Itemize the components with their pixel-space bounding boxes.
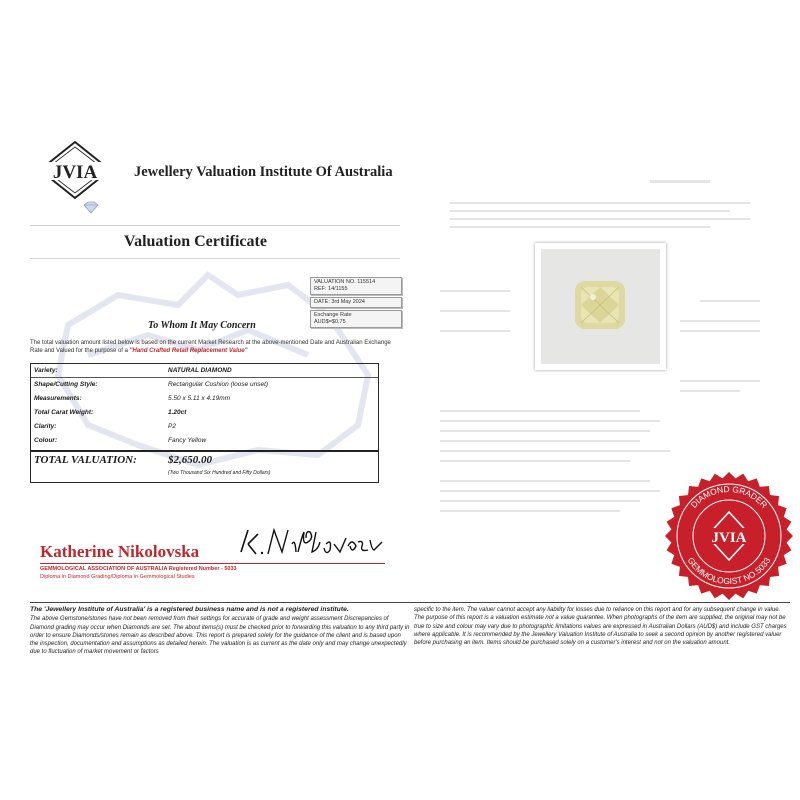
exchange-label: Exchange Rate — [314, 312, 352, 318]
logo-lettering: JVIA — [52, 162, 98, 183]
handwritten-signature — [236, 522, 386, 562]
valuation-date: DATE: 3rd May 2024 — [314, 299, 365, 305]
row-value: Fancy Yellow — [168, 437, 207, 444]
footer-heading: The 'Jewellery Institute of Australia' is a registered business name and is not a registered institute. — [30, 606, 349, 613]
certificate-title: Valuation Certificate — [124, 233, 267, 250]
seal-center-text: JVIA — [711, 530, 747, 546]
row-label: Colour: — [34, 437, 58, 444]
row-label: Variety: — [34, 367, 58, 374]
intro-paragraph — [30, 339, 402, 355]
row-label: Total Carat Weight: — [34, 409, 94, 416]
total-divider — [31, 450, 378, 452]
row-value: NATURAL DIAMOND — [168, 367, 232, 374]
seal-bottom-text: GEMMOLOGIST NO.5033 — [685, 555, 773, 587]
jvia-logo — [30, 140, 120, 220]
org-name: Jewellery Valuation Institute Of Australia — [134, 164, 393, 180]
footer-left — [30, 606, 410, 657]
signature-rule — [40, 563, 385, 564]
intro-highlight: "Hand Crafted Retail Replacement Value" — [129, 348, 248, 354]
credential-registration: GEMMOLOGICAL ASSOCIATION OF AUSTRALIA Registered Number - 5033 — [40, 566, 237, 572]
row-value: P2 — [168, 423, 176, 430]
ref-number: REF: 14/1155 — [314, 286, 348, 292]
details-table — [30, 363, 379, 483]
diamond-photo — [541, 249, 660, 364]
salutation: To Whom It May Concern — [148, 320, 256, 331]
footer-divider — [30, 602, 790, 603]
total-label: TOTAL VALUATION: — [34, 454, 137, 466]
row-value: Rectangular Cushion (loose unset) — [168, 381, 269, 388]
exchange-value: AUD$=$0.75 — [314, 319, 346, 325]
valuation-number: VALUATION NO. 115514 — [314, 279, 376, 285]
row-label: Clarity: — [34, 423, 57, 430]
footer-right-text: specific to the item. The valuer cannot accept any liability for losses due to reliance on this report and for any subsequent change in value. The purpose of this report is a valuation estimate not a value guarantee. When photographs of the item are supplied, the original may not be true to size and colour may vary due to photographic limitations values are expressed in Australian Dollars (AUD$) and include GST charges where applicable. It is recommended by the Jewellery Valuation Institute of Australia to seek a second opinion by another registered valuer before purchasing an item. Items should be purchased solely on a customer's interest and not on the valuation amount. — [414, 607, 787, 647]
row-value: 1.20ct — [168, 409, 187, 416]
date-cell — [310, 297, 402, 308]
diamond-grader-seal — [663, 470, 795, 602]
row-value: 5.50 x 5.11 x 4.19mm — [168, 395, 231, 402]
yellow-diamond-image — [541, 249, 660, 364]
footer-left-text: The above Gemstone/stones have not been removed from their settings for accurate of grade and weight assessment Discrepancies of Diamond grading may occur when Diamonds are set. The about items(s) must be checked prior to forwarding this valuation to any third party in order to ensure Diamonds/stones remain as described above. This report is prepared solely for the guidance of the client and is based upon the inspection, documentation and assumptions as detailed herein. The valuation is as current as the date only and may change unexpectedly due to fluctuation of market movement or factors — [30, 616, 410, 656]
exchange-cell — [310, 310, 402, 328]
intro-text: The total valuation amount listed below is based on the current Market Research at the above-mentioned Date and Australian Exchange Rate and Valued for the purpose of a — [30, 340, 391, 354]
total-in-words: (Two Thousand Six Hundred and Fifty Dollars) — [168, 470, 271, 476]
header-divider — [30, 225, 400, 226]
signatory-name: Katherine Nikolovska — [40, 542, 200, 561]
seal-top-text: DIAMOND GRADER — [688, 483, 770, 510]
diamond-icon — [84, 202, 98, 213]
total-value: $2,650.00 — [168, 454, 212, 466]
row-label: Shape/Cutting Style: — [34, 381, 98, 388]
reference-box — [310, 277, 402, 330]
row-divider — [31, 377, 378, 378]
credential-diplomas: Diploma in Diamond Grading/Diploma in Gemmological Studies — [40, 574, 195, 580]
valuation-ref-cell — [310, 277, 402, 295]
row-label: Measurements: — [34, 395, 82, 402]
